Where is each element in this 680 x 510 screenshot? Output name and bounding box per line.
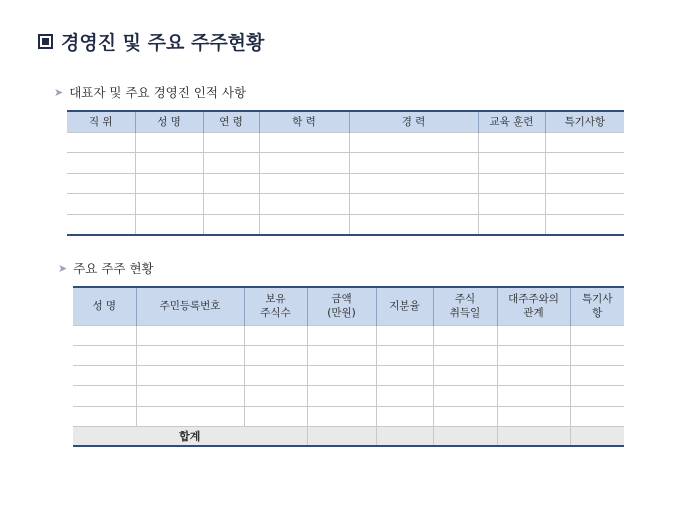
table-cell[interactable] bbox=[478, 194, 545, 215]
table-cell[interactable] bbox=[73, 386, 136, 406]
table-cell[interactable] bbox=[136, 406, 244, 426]
arrow-bullet-icon: ➤ bbox=[58, 261, 68, 275]
table-cell[interactable] bbox=[307, 406, 376, 426]
table-cell[interactable] bbox=[135, 132, 203, 153]
table-cell[interactable] bbox=[497, 325, 570, 345]
table-cell[interactable] bbox=[433, 366, 497, 386]
table-cell[interactable] bbox=[67, 214, 135, 235]
table-cell[interactable] bbox=[244, 386, 307, 406]
table-cell[interactable] bbox=[244, 345, 307, 365]
table-cell[interactable] bbox=[135, 194, 203, 215]
table-cell[interactable] bbox=[135, 214, 203, 235]
col-header: 특기사 항 bbox=[570, 287, 624, 325]
table-cell[interactable] bbox=[67, 132, 135, 153]
table-row bbox=[67, 194, 624, 215]
total-cell[interactable] bbox=[376, 426, 433, 446]
table-cell[interactable] bbox=[545, 173, 624, 194]
table-cell[interactable] bbox=[259, 214, 349, 235]
col-header: 경 력 bbox=[349, 111, 478, 132]
col-header: 대주주와의 관계 bbox=[497, 287, 570, 325]
total-row bbox=[73, 426, 624, 446]
table-cell[interactable] bbox=[73, 345, 136, 365]
table-cell[interactable] bbox=[259, 132, 349, 153]
table-cell[interactable] bbox=[244, 366, 307, 386]
table-cell[interactable] bbox=[136, 345, 244, 365]
table-cell[interactable] bbox=[545, 194, 624, 215]
table-cell[interactable] bbox=[349, 132, 478, 153]
table-cell[interactable] bbox=[73, 325, 136, 345]
arrow-bullet-icon: ➤ bbox=[54, 85, 64, 99]
table-cell[interactable] bbox=[67, 153, 135, 174]
table-cell[interactable] bbox=[478, 173, 545, 194]
table-cell[interactable] bbox=[244, 325, 307, 345]
section-heading-text: 대표자 및 주요 경영진 인적 사항 bbox=[69, 85, 247, 100]
table-cell[interactable] bbox=[349, 214, 478, 235]
table-cell[interactable] bbox=[259, 153, 349, 174]
table-cell[interactable] bbox=[307, 345, 376, 365]
table-cell[interactable] bbox=[433, 386, 497, 406]
table-cell[interactable] bbox=[203, 194, 259, 215]
col-header: 교육 훈련 bbox=[478, 111, 545, 132]
table-cell[interactable] bbox=[136, 366, 244, 386]
table-cell[interactable] bbox=[67, 194, 135, 215]
section-heading-text: 주요 주주 현황 bbox=[73, 261, 154, 276]
table-cell[interactable] bbox=[203, 214, 259, 235]
table-cell[interactable] bbox=[349, 194, 478, 215]
table-cell[interactable] bbox=[433, 345, 497, 365]
table-cell[interactable] bbox=[497, 386, 570, 406]
table-cell[interactable] bbox=[376, 406, 433, 426]
col-header: 특기사항 bbox=[545, 111, 624, 132]
table-row bbox=[73, 366, 624, 386]
col-header: 학 력 bbox=[259, 111, 349, 132]
total-cell[interactable] bbox=[433, 426, 497, 446]
table-row bbox=[67, 132, 624, 153]
table-cell[interactable] bbox=[73, 406, 136, 426]
table-cell[interactable] bbox=[349, 173, 478, 194]
table-cell[interactable] bbox=[376, 325, 433, 345]
col-header: 직 위 bbox=[67, 111, 135, 132]
table-row bbox=[73, 386, 624, 406]
table-cell[interactable] bbox=[376, 366, 433, 386]
table-cell[interactable] bbox=[570, 325, 624, 345]
col-header: 성 명 bbox=[135, 111, 203, 132]
total-cell[interactable] bbox=[570, 426, 624, 446]
table-cell[interactable] bbox=[570, 406, 624, 426]
table-row bbox=[73, 345, 624, 365]
table-cell[interactable] bbox=[478, 132, 545, 153]
table-cell[interactable] bbox=[545, 153, 624, 174]
table-cell[interactable] bbox=[545, 132, 624, 153]
table-cell[interactable] bbox=[376, 345, 433, 365]
table-cell[interactable] bbox=[570, 386, 624, 406]
page-title-text: 경영진 및 주요 주주현황 bbox=[61, 32, 265, 54]
table-cell[interactable] bbox=[497, 406, 570, 426]
table-cell[interactable] bbox=[136, 386, 244, 406]
table-cell[interactable] bbox=[135, 173, 203, 194]
table-row bbox=[73, 325, 624, 345]
table-cell[interactable] bbox=[497, 366, 570, 386]
table-cell[interactable] bbox=[203, 173, 259, 194]
table-cell[interactable] bbox=[570, 366, 624, 386]
table-cell[interactable] bbox=[259, 173, 349, 194]
table-cell[interactable] bbox=[349, 153, 478, 174]
col-header: 연 령 bbox=[203, 111, 259, 132]
col-header: 지분율 bbox=[376, 287, 433, 325]
table-row bbox=[67, 153, 624, 174]
section-heading-shareholders bbox=[58, 259, 154, 277]
page-title bbox=[38, 28, 264, 55]
table-cell[interactable] bbox=[259, 194, 349, 215]
table-header-row bbox=[67, 111, 624, 132]
table-cell[interactable] bbox=[433, 325, 497, 345]
table-cell[interactable] bbox=[203, 153, 259, 174]
table-cell[interactable] bbox=[203, 132, 259, 153]
table-cell[interactable] bbox=[570, 345, 624, 365]
col-header: 주민등록번호 bbox=[136, 287, 244, 325]
table-row bbox=[67, 173, 624, 194]
executives-table bbox=[67, 110, 624, 236]
table-cell[interactable] bbox=[307, 325, 376, 345]
table-cell[interactable] bbox=[135, 153, 203, 174]
table-row bbox=[67, 214, 624, 235]
col-header: 성 명 bbox=[73, 287, 136, 325]
col-header: 보유 주식수 bbox=[244, 287, 307, 325]
col-header: 주식 취득일 bbox=[433, 287, 497, 325]
table-cell[interactable] bbox=[244, 406, 307, 426]
total-cell[interactable] bbox=[497, 426, 570, 446]
table-cell[interactable] bbox=[307, 386, 376, 406]
total-label: 합계 bbox=[73, 426, 307, 446]
total-cell[interactable] bbox=[307, 426, 376, 446]
table-cell[interactable] bbox=[307, 366, 376, 386]
table-header-row bbox=[73, 287, 624, 325]
table-cell[interactable] bbox=[433, 406, 497, 426]
table-cell[interactable] bbox=[497, 345, 570, 365]
table-cell[interactable] bbox=[376, 386, 433, 406]
table-cell[interactable] bbox=[478, 214, 545, 235]
table-cell[interactable] bbox=[545, 214, 624, 235]
section-heading-executives bbox=[54, 83, 246, 101]
shareholders-table bbox=[73, 286, 624, 447]
table-cell[interactable] bbox=[73, 366, 136, 386]
square-bullet-icon bbox=[38, 34, 53, 49]
table-cell[interactable] bbox=[136, 325, 244, 345]
table-row bbox=[73, 406, 624, 426]
table-cell[interactable] bbox=[67, 173, 135, 194]
col-header: 금액 (만원) bbox=[307, 287, 376, 325]
table-cell[interactable] bbox=[478, 153, 545, 174]
